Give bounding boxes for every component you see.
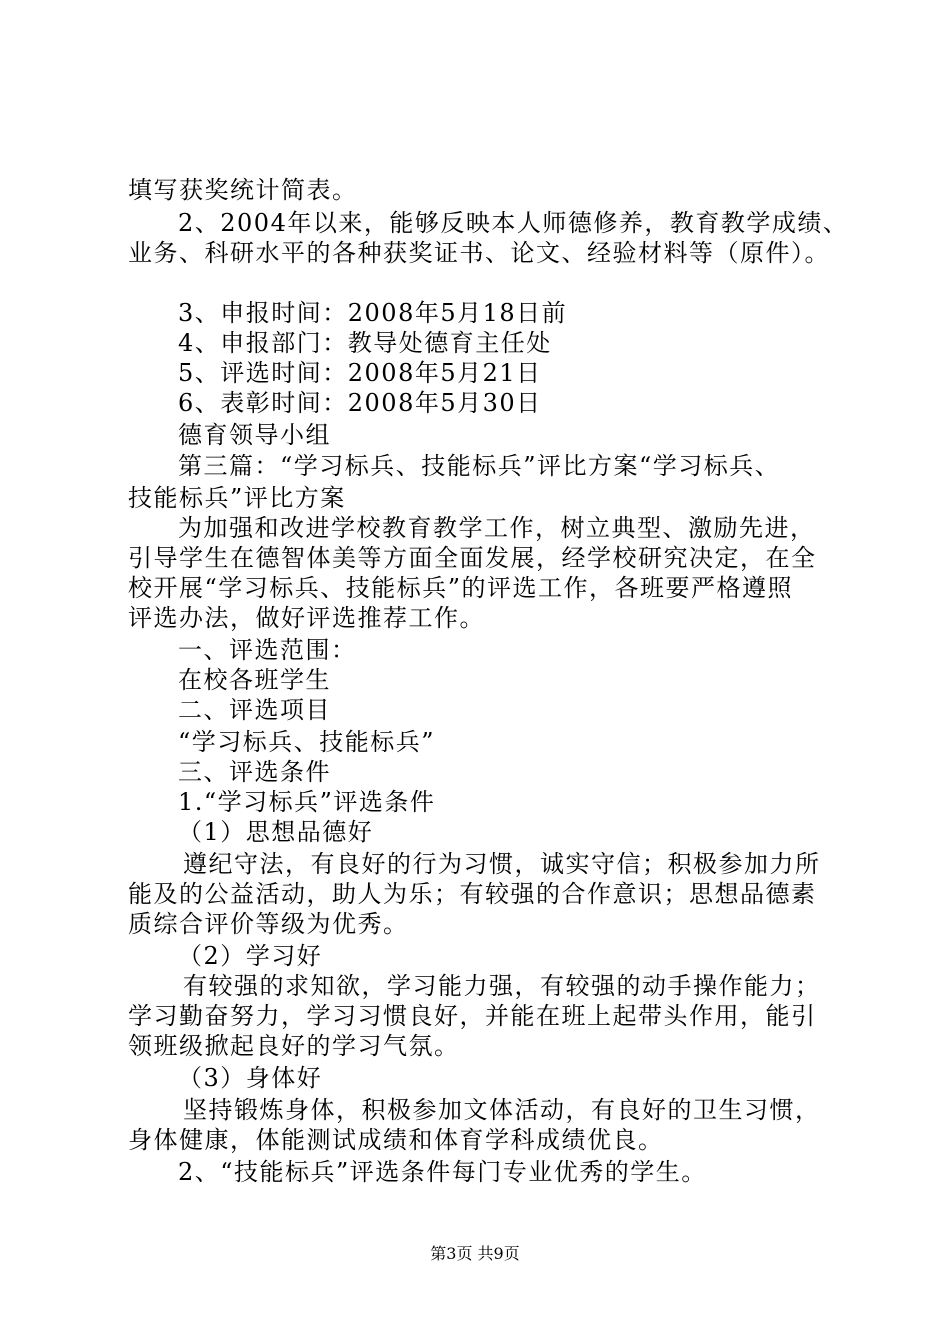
text-line: 德育领导小组 — [178, 421, 331, 449]
text-line: （3）身体好 — [178, 1064, 323, 1092]
text-line: 评选办法，做好评选推荐工作。 — [128, 604, 485, 632]
text-line: 在校各班学生 — [178, 666, 331, 694]
text-line: 质综合评价等级为优秀。 — [128, 910, 409, 938]
text-line: 5、评选时间：2008年5月21日 — [178, 359, 542, 387]
section-heading: 技能标兵”评比方案 — [128, 484, 346, 512]
text-line: 2、2004年以来，能够反映本人师德修养，教育教学成绩、 — [178, 209, 849, 237]
section-heading: 第三篇：“学习标兵、技能标兵”评比方案“学习标兵、 — [178, 452, 781, 480]
text-line: 二、评选项目 — [178, 696, 331, 724]
text-line: 遵纪守法，有良好的行为习惯，诚实守信；积极参加力所 — [183, 850, 821, 878]
text-line: 引导学生在德智体美等方面全面发展，经学校研究决定，在全 — [128, 544, 817, 572]
text-line: （1）思想品德好 — [178, 818, 374, 846]
text-line: 业务、科研水平的各种获奖证书、论文、经验材料等（原件）。 — [128, 239, 830, 267]
text-line: 6、表彰时间：2008年5月30日 — [178, 389, 542, 417]
text-line: 有较强的求知欲，学习能力强，有较强的动手操作能力； — [183, 972, 821, 1000]
text-line: 坚持锻炼身体，积极参加文体活动，有良好的卫生习惯， — [183, 1096, 821, 1124]
page-number: 第3页 共9页 — [430, 1244, 520, 1263]
text-line: 2、“技能标兵”评选条件每门专业优秀的学生。 — [178, 1158, 707, 1186]
text-line: 填写获奖统计简表。 — [128, 176, 358, 204]
text-line: 校开展“学习标兵、技能标兵”的评选工作，各班要严格遵照 — [128, 574, 794, 602]
text-line: “学习标兵、技能标兵” — [178, 728, 436, 756]
text-line: 领班级掀起良好的学习气氛。 — [128, 1032, 460, 1060]
text-line: 4、申报部门：教导处德育主任处 — [178, 329, 552, 357]
text-line: 学习勤奋努力，学习习惯良好，并能在班上起带头作用，能引 — [128, 1002, 817, 1030]
text-line: 身体健康，体能测试成绩和体育学科成绩优良。 — [128, 1126, 664, 1154]
text-line: 一、评选范围： — [178, 636, 357, 664]
text-line: 为加强和改进学校教育教学工作，树立典型、激励先进， — [178, 514, 816, 542]
text-line: 能及的公益活动，助人为乐；有较强的合作意识；思想品德素 — [128, 880, 817, 908]
text-line: （2）学习好 — [178, 942, 323, 970]
text-line: 1.“学习标兵”评选条件 — [178, 788, 436, 816]
text-line: 三、评选条件 — [178, 758, 331, 786]
text-line: 3、申报时间：2008年5月18日前 — [178, 299, 568, 327]
